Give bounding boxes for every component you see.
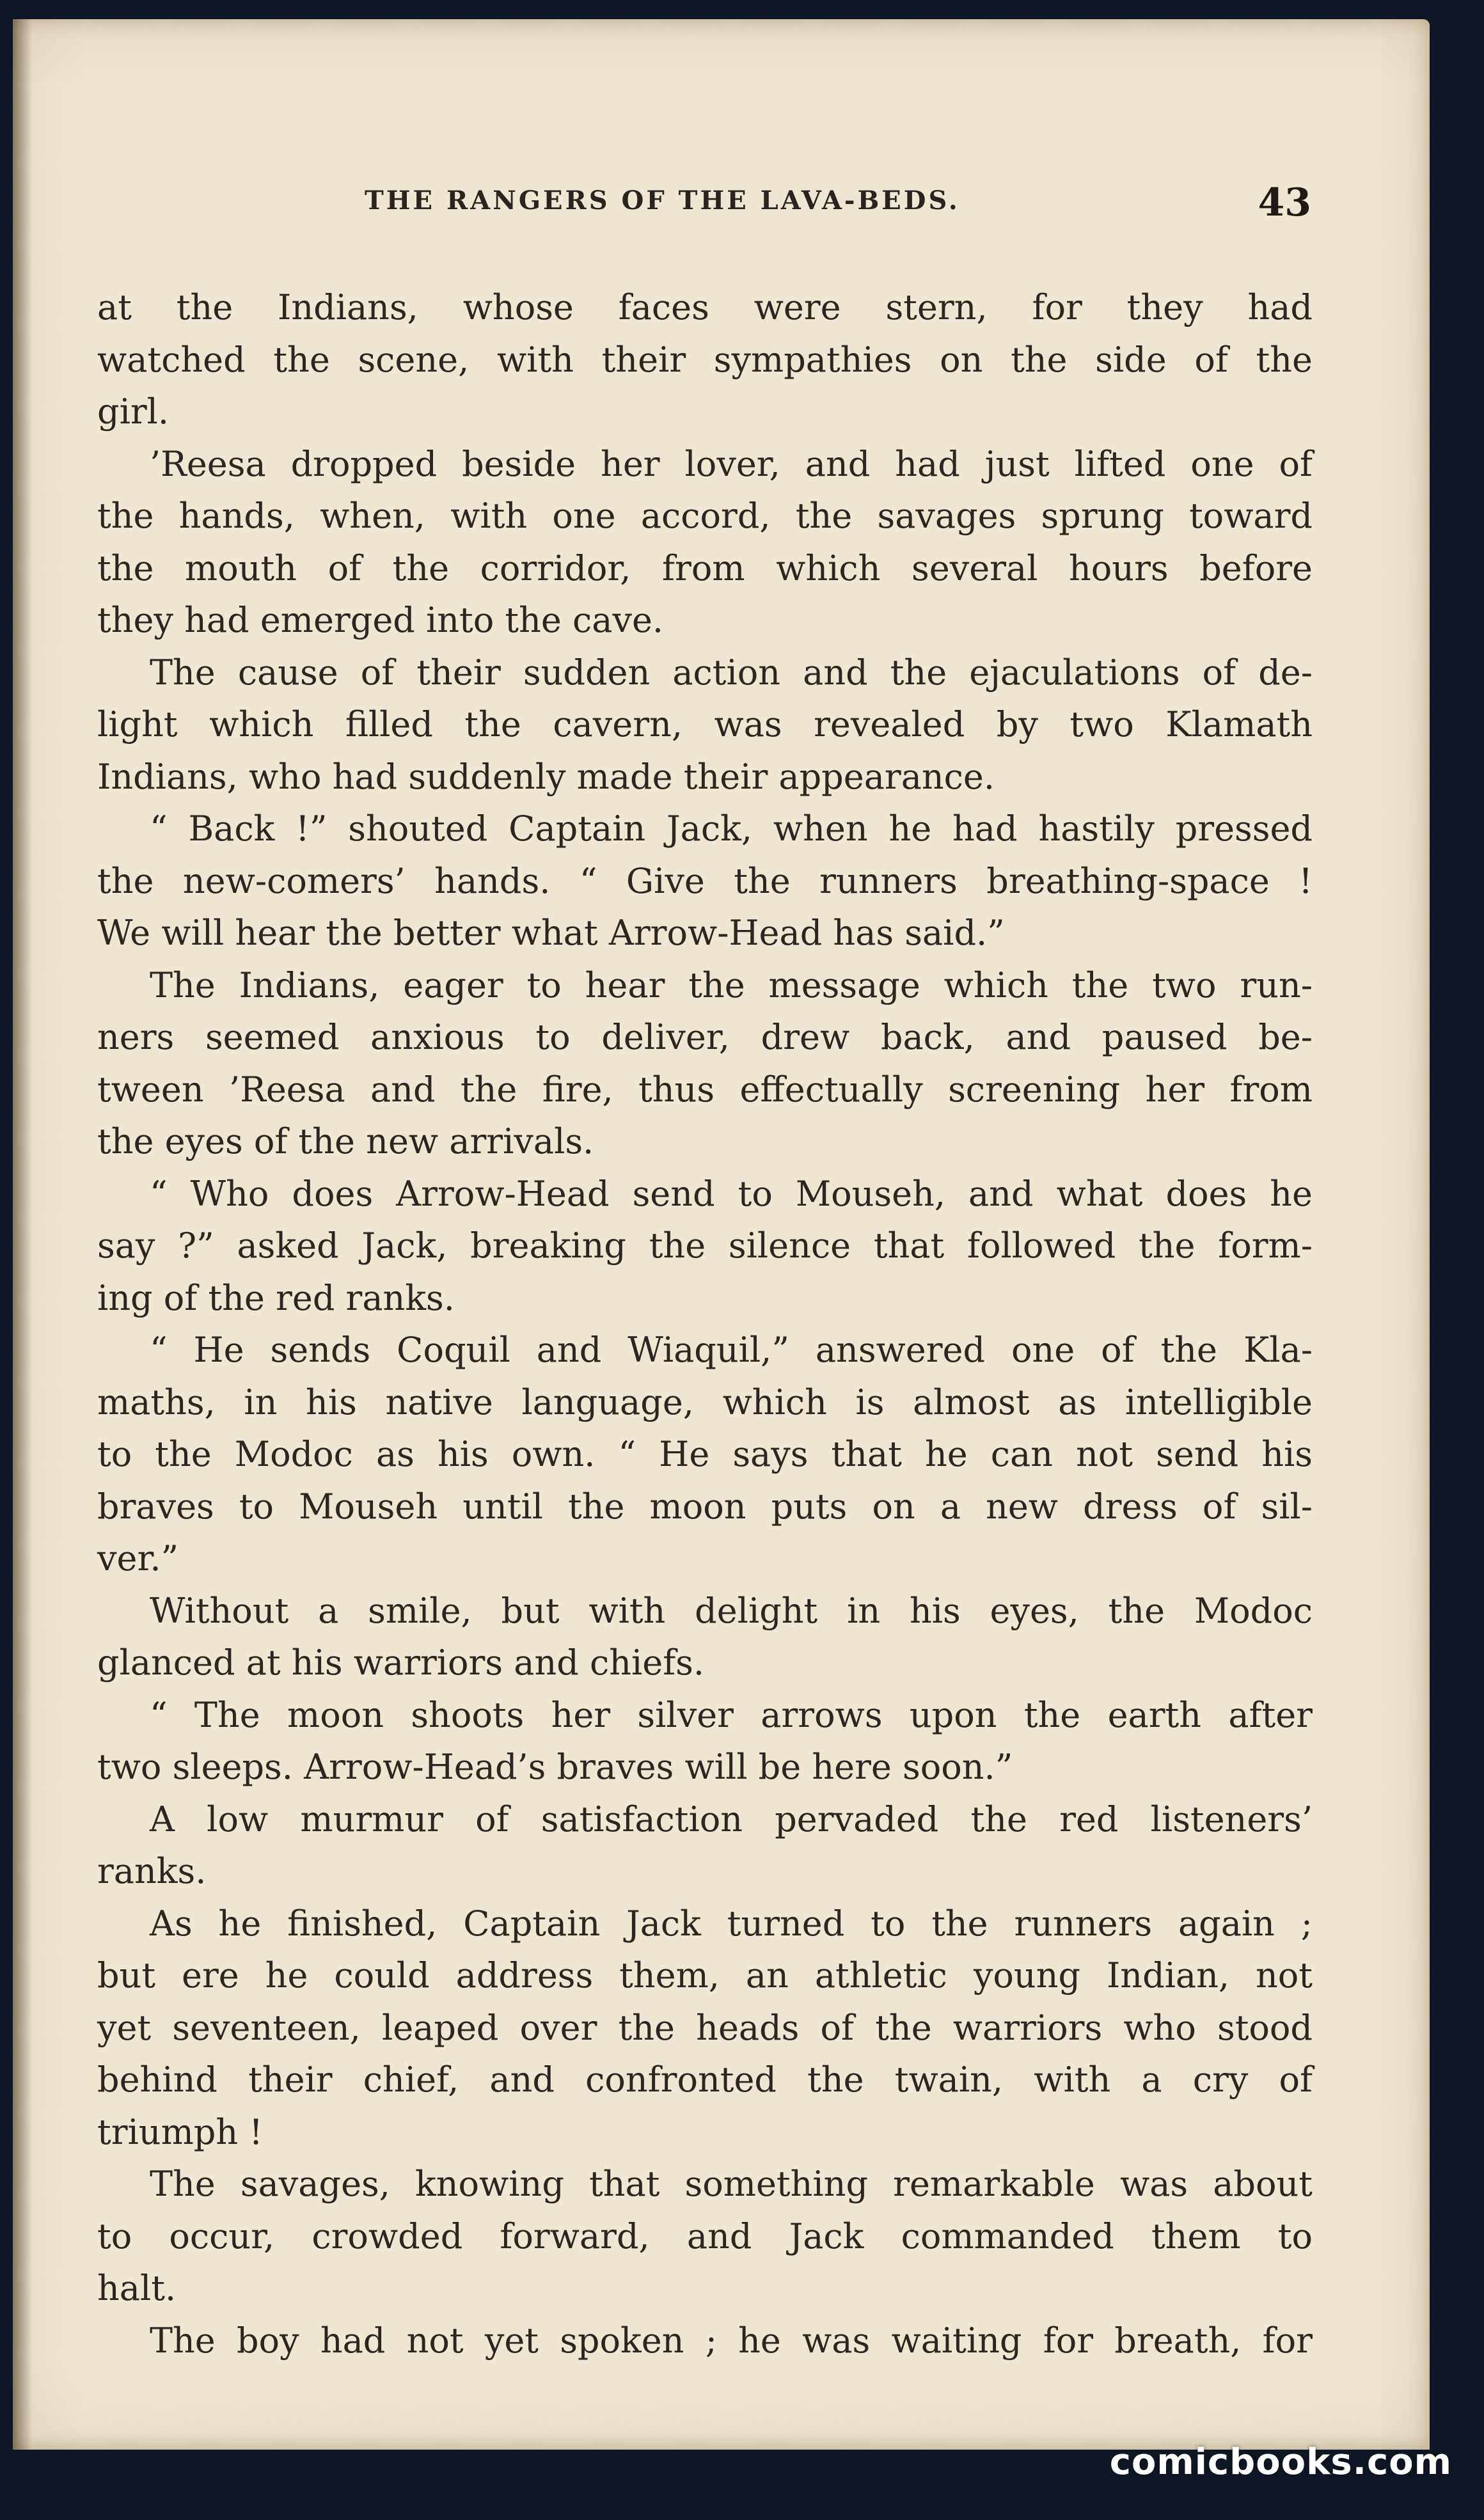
text-line: watched the scene, with their sympathies on the side of the (97, 339, 1313, 380)
spine-shadow (13, 19, 32, 2450)
text-line: to occur, crowded forward, and Jack commanded them to (97, 2216, 1313, 2256)
text-line: light which filled the cavern, was revealed by two Klamath (97, 704, 1313, 744)
text-line: ’Reesa dropped beside her lover, and had just lifted one of (150, 443, 1313, 484)
text-line: “ Who does Arrow-Head send to Mouseh, and what does he (150, 1173, 1313, 1214)
body-text (97, 281, 1313, 2366)
text-line: The cause of their sudden action and the ejaculations of de- (150, 652, 1313, 693)
text-line: ver.” (97, 1538, 179, 1579)
text-line: halt. (97, 2268, 177, 2308)
text-line: Indians, who had suddenly made their appearance. (97, 756, 995, 797)
text-line: but ere he could address them, an athletic young Indian, not (97, 1955, 1313, 1996)
text-line: tween ’Reesa and the fire, thus effectually screening her from (97, 1069, 1313, 1110)
text-line: ners seemed anxious to deliver, drew back, and paused be- (97, 1017, 1313, 1057)
text-line: to the Modoc as his own. “ He says that he can not send his (97, 1434, 1313, 1474)
text-line: “ The moon shoots her silver arrows upon the earth after (150, 1694, 1313, 1735)
text-line: girl. (97, 391, 170, 432)
text-line: Without a smile, but with delight in his eyes, the Modoc (150, 1590, 1313, 1631)
text-line: at the Indians, whose faces were stern, for they had (97, 287, 1313, 327)
text-line: maths, in his native language, which is almost as intelligible (97, 1382, 1313, 1422)
text-line: the hands, when, with one accord, the savages sprung toward (97, 496, 1313, 536)
text-line: they had emerged into the cave. (97, 600, 664, 640)
text-line: “ Back !” shouted Captain Jack, when he had hastily pressed (150, 808, 1313, 849)
text-line: behind their chief, and confronted the twain, with a cry of (97, 2059, 1313, 2100)
text-line: ranks. (97, 1851, 207, 1891)
text-line: two sleeps. Arrow-Head’s braves will be here soon.” (97, 1747, 1013, 1787)
text-line: the mouth of the corridor, from which several hours before (97, 547, 1313, 588)
watermark: comicbooks.com (1109, 2441, 1452, 2483)
text-line: yet seventeen, leaped over the heads of the warriors who stood (97, 2007, 1313, 2048)
text-line: ing of the red ranks. (97, 1277, 455, 1318)
running-head: THE RANGERS OF THE LAVA-BEDS. (365, 185, 960, 216)
text-line: A low murmur of satisfaction pervaded the red listeners’ (150, 1799, 1313, 1839)
text-line: the eyes of the new arrivals. (97, 1121, 594, 1162)
text-line: braves to Mouseh until the moon puts on a new dress of sil- (97, 1486, 1313, 1527)
text-line: triumph ! (97, 2111, 263, 2152)
text-line: We will hear the better what Arrow-Head has said.” (97, 913, 1005, 953)
text-line: “ He sends Coquil and Wiaquil,” answered one of the Kla- (150, 1330, 1313, 1370)
text-line: the new-comers’ hands. “ Give the runners breathing-space ! (97, 860, 1313, 901)
text-line: say ?” asked Jack, breaking the silence that followed the form- (97, 1225, 1313, 1266)
text-line: As he finished, Captain Jack turned to the runners again ; (150, 1903, 1313, 1944)
page-number: 43 (1258, 180, 1311, 225)
text-line: The boy had not yet spoken ; he was waiting for breath, for (150, 2320, 1313, 2361)
text-line: The Indians, eager to hear the message which the two run- (150, 965, 1313, 1005)
text-line: glanced at his warriors and chiefs. (97, 1642, 705, 1683)
text-line: The savages, knowing that something remarkable was about (150, 2164, 1313, 2204)
